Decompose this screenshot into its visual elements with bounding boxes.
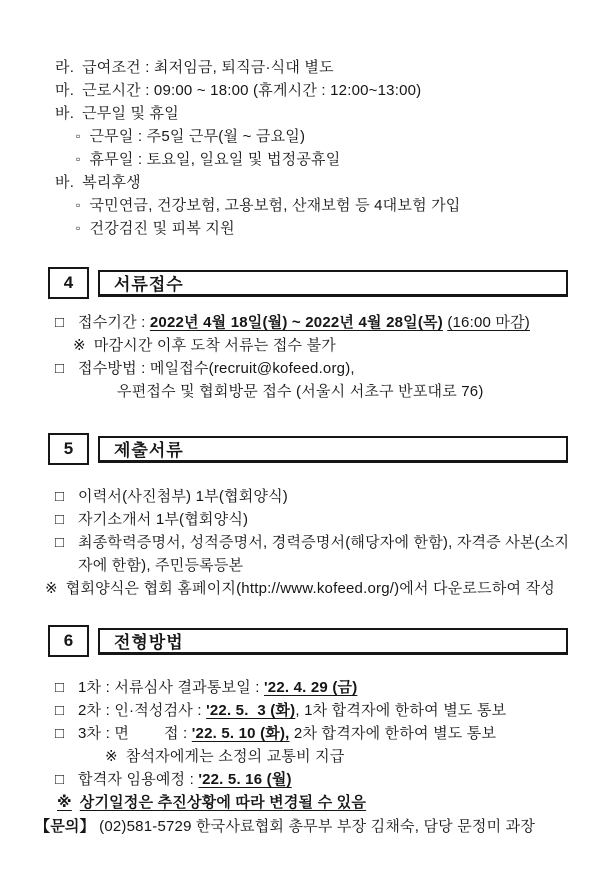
section-title-box (98, 270, 568, 297)
round-label: 3차 : 면 접 : (78, 725, 192, 742)
round2-line (55, 699, 576, 722)
note-text: 마감시간 이후 도착 서류는 접수 불가 (93, 337, 336, 354)
form-download-note (45, 577, 580, 600)
round-suffix: , 1차 합격자에 한하여 별도 통보 (295, 702, 507, 719)
square-bullet-icon: ▫ (76, 221, 81, 235)
field-label: 접수기간 : (78, 314, 150, 331)
note-mark-icon: ※ (73, 337, 86, 354)
round1-line (55, 676, 576, 699)
item-text: 건강검진 및 피복 지원 (89, 220, 235, 237)
deadline-note-line (73, 334, 614, 357)
section-header-6 (48, 624, 568, 658)
sub-list-item (76, 194, 614, 217)
item-text: 최종학력증명서, 성적증명서, 경력증명서(해당자에 한함), 자격증 사본(소지자에 한함), 주민등록등본 (78, 534, 570, 574)
contact-bracket-label: 【문의】 (35, 818, 95, 835)
round-label: 1차 : 서류심사 결과통보일 : (78, 679, 265, 696)
item-text: 국민연금, 건강보험, 고용보험, 산재보험 등 4대보험 가입 (89, 197, 461, 214)
contact-text: (02)581-5729 한국사료협회 총무부 부장 김채숙, 담당 문정미 과장 (94, 818, 536, 835)
item-text: 자기소개서 1부(협회양식) (78, 511, 249, 528)
item-text: 이력서(사진첨부) 1부(협회양식) (78, 488, 288, 505)
item-text: 근로시간 : 09:00 ~ 18:00 (휴게시간 : 12:00~13:00) (82, 82, 422, 99)
period-deadline: (16:00 마감) (447, 314, 530, 331)
section-title: 제출서류 (114, 441, 184, 460)
list-item (55, 102, 614, 125)
item-text: 휴무일 : 토요일, 일요일 및 법정공휴일 (89, 151, 341, 168)
item-text: 근무일 및 휴일 (82, 105, 179, 122)
checkbox-icon: □ (55, 534, 65, 551)
section-title: 전형방법 (114, 633, 184, 652)
checkbox-icon: □ (55, 360, 65, 377)
item-text: 급여조건 : 최저임금, 퇴직금·식대 별도 (82, 59, 334, 76)
note-mark-icon: ※ (57, 794, 72, 811)
section-header-5 (48, 432, 568, 466)
checkbox-icon: □ (55, 488, 65, 505)
method-email: 메일접수(recruit@kofeed.org), (149, 360, 355, 377)
item-marker: 라. (55, 59, 75, 76)
section-number: 4 (63, 273, 74, 292)
note-mark-icon: ※ (105, 748, 118, 765)
square-bullet-icon: ▫ (76, 198, 81, 212)
sub-list-item (76, 148, 614, 171)
note-text: 참석자에게는 소정의 교통비 지급 (125, 748, 345, 765)
sub-list-item (76, 217, 614, 240)
section-4-body (0, 311, 614, 403)
contact-line (35, 815, 584, 838)
section-5-body (0, 485, 614, 600)
section-title-box (98, 628, 568, 655)
document-item (55, 508, 576, 531)
checkbox-icon: □ (55, 511, 65, 528)
section-number-box (48, 267, 89, 299)
field-label: 접수방법 : (78, 360, 150, 377)
square-bullet-icon: ▫ (76, 129, 81, 143)
item-marker: 마. (55, 82, 75, 99)
section-header-4 (48, 266, 568, 300)
list-item (55, 79, 614, 102)
checkbox-icon: □ (55, 679, 65, 696)
reception-method-continuation (117, 380, 614, 403)
section-title-box (98, 436, 568, 463)
square-bullet-icon: ▫ (76, 152, 81, 166)
checkbox-icon: □ (55, 725, 65, 742)
section-title: 서류접수 (114, 275, 184, 294)
document-item (55, 531, 576, 577)
round-label: 2차 : 인·적성검사 : (78, 702, 207, 719)
reception-period-line (55, 311, 576, 334)
round-suffix: 2차 합격자에 한하여 별도 통보 (289, 725, 497, 742)
checkbox-icon: □ (55, 314, 65, 331)
sub-list-item (76, 125, 614, 148)
section-number: 6 (63, 631, 74, 650)
section-number-box (48, 433, 89, 465)
schedule-change-note-line (57, 791, 614, 814)
note-text: 상기일정은 추진상황에 따라 변경될 수 있음 (79, 794, 367, 811)
document-item (55, 485, 576, 508)
round-date: '22. 4. 29 (금) (264, 679, 358, 696)
reception-method-line (55, 357, 576, 380)
list-item (55, 171, 614, 194)
round-date: '22. 5. 10 (화), (191, 725, 290, 742)
appoint-date: '22. 5. 16 (월) (198, 771, 292, 788)
section-6-body (0, 676, 614, 838)
period-dates: 2022년 4월 18일(월) ~ 2022년 4월 28일(목) (149, 314, 443, 331)
section-number-box (48, 625, 89, 657)
transport-note-line (105, 745, 614, 768)
method-postal: 우편접수 및 협회방문 접수 (서울시 서초구 반포대로 76) (117, 383, 484, 400)
list-item (55, 56, 614, 79)
item-text: 복리후생 (82, 174, 141, 191)
appointment-line (55, 768, 576, 791)
round3-line (55, 722, 576, 745)
item-marker: 바. (55, 105, 75, 122)
field-label: 합격자 임용예정 : (78, 771, 199, 788)
checkbox-icon: □ (55, 702, 65, 719)
item-marker: 바. (55, 174, 75, 191)
note-text: 협회양식은 협회 홈페이지(http://www.kofeed.org/)에서 다운로드하여 작성 (65, 580, 555, 597)
item-text: 근무일 : 주5일 근무(월 ~ 금요일) (89, 128, 306, 145)
checkbox-icon: □ (55, 771, 65, 788)
section-number: 5 (63, 439, 74, 458)
note-mark-icon: ※ (45, 580, 58, 597)
conditions-list (0, 56, 614, 240)
round-date: '22. 5. 3 (화) (206, 702, 296, 719)
